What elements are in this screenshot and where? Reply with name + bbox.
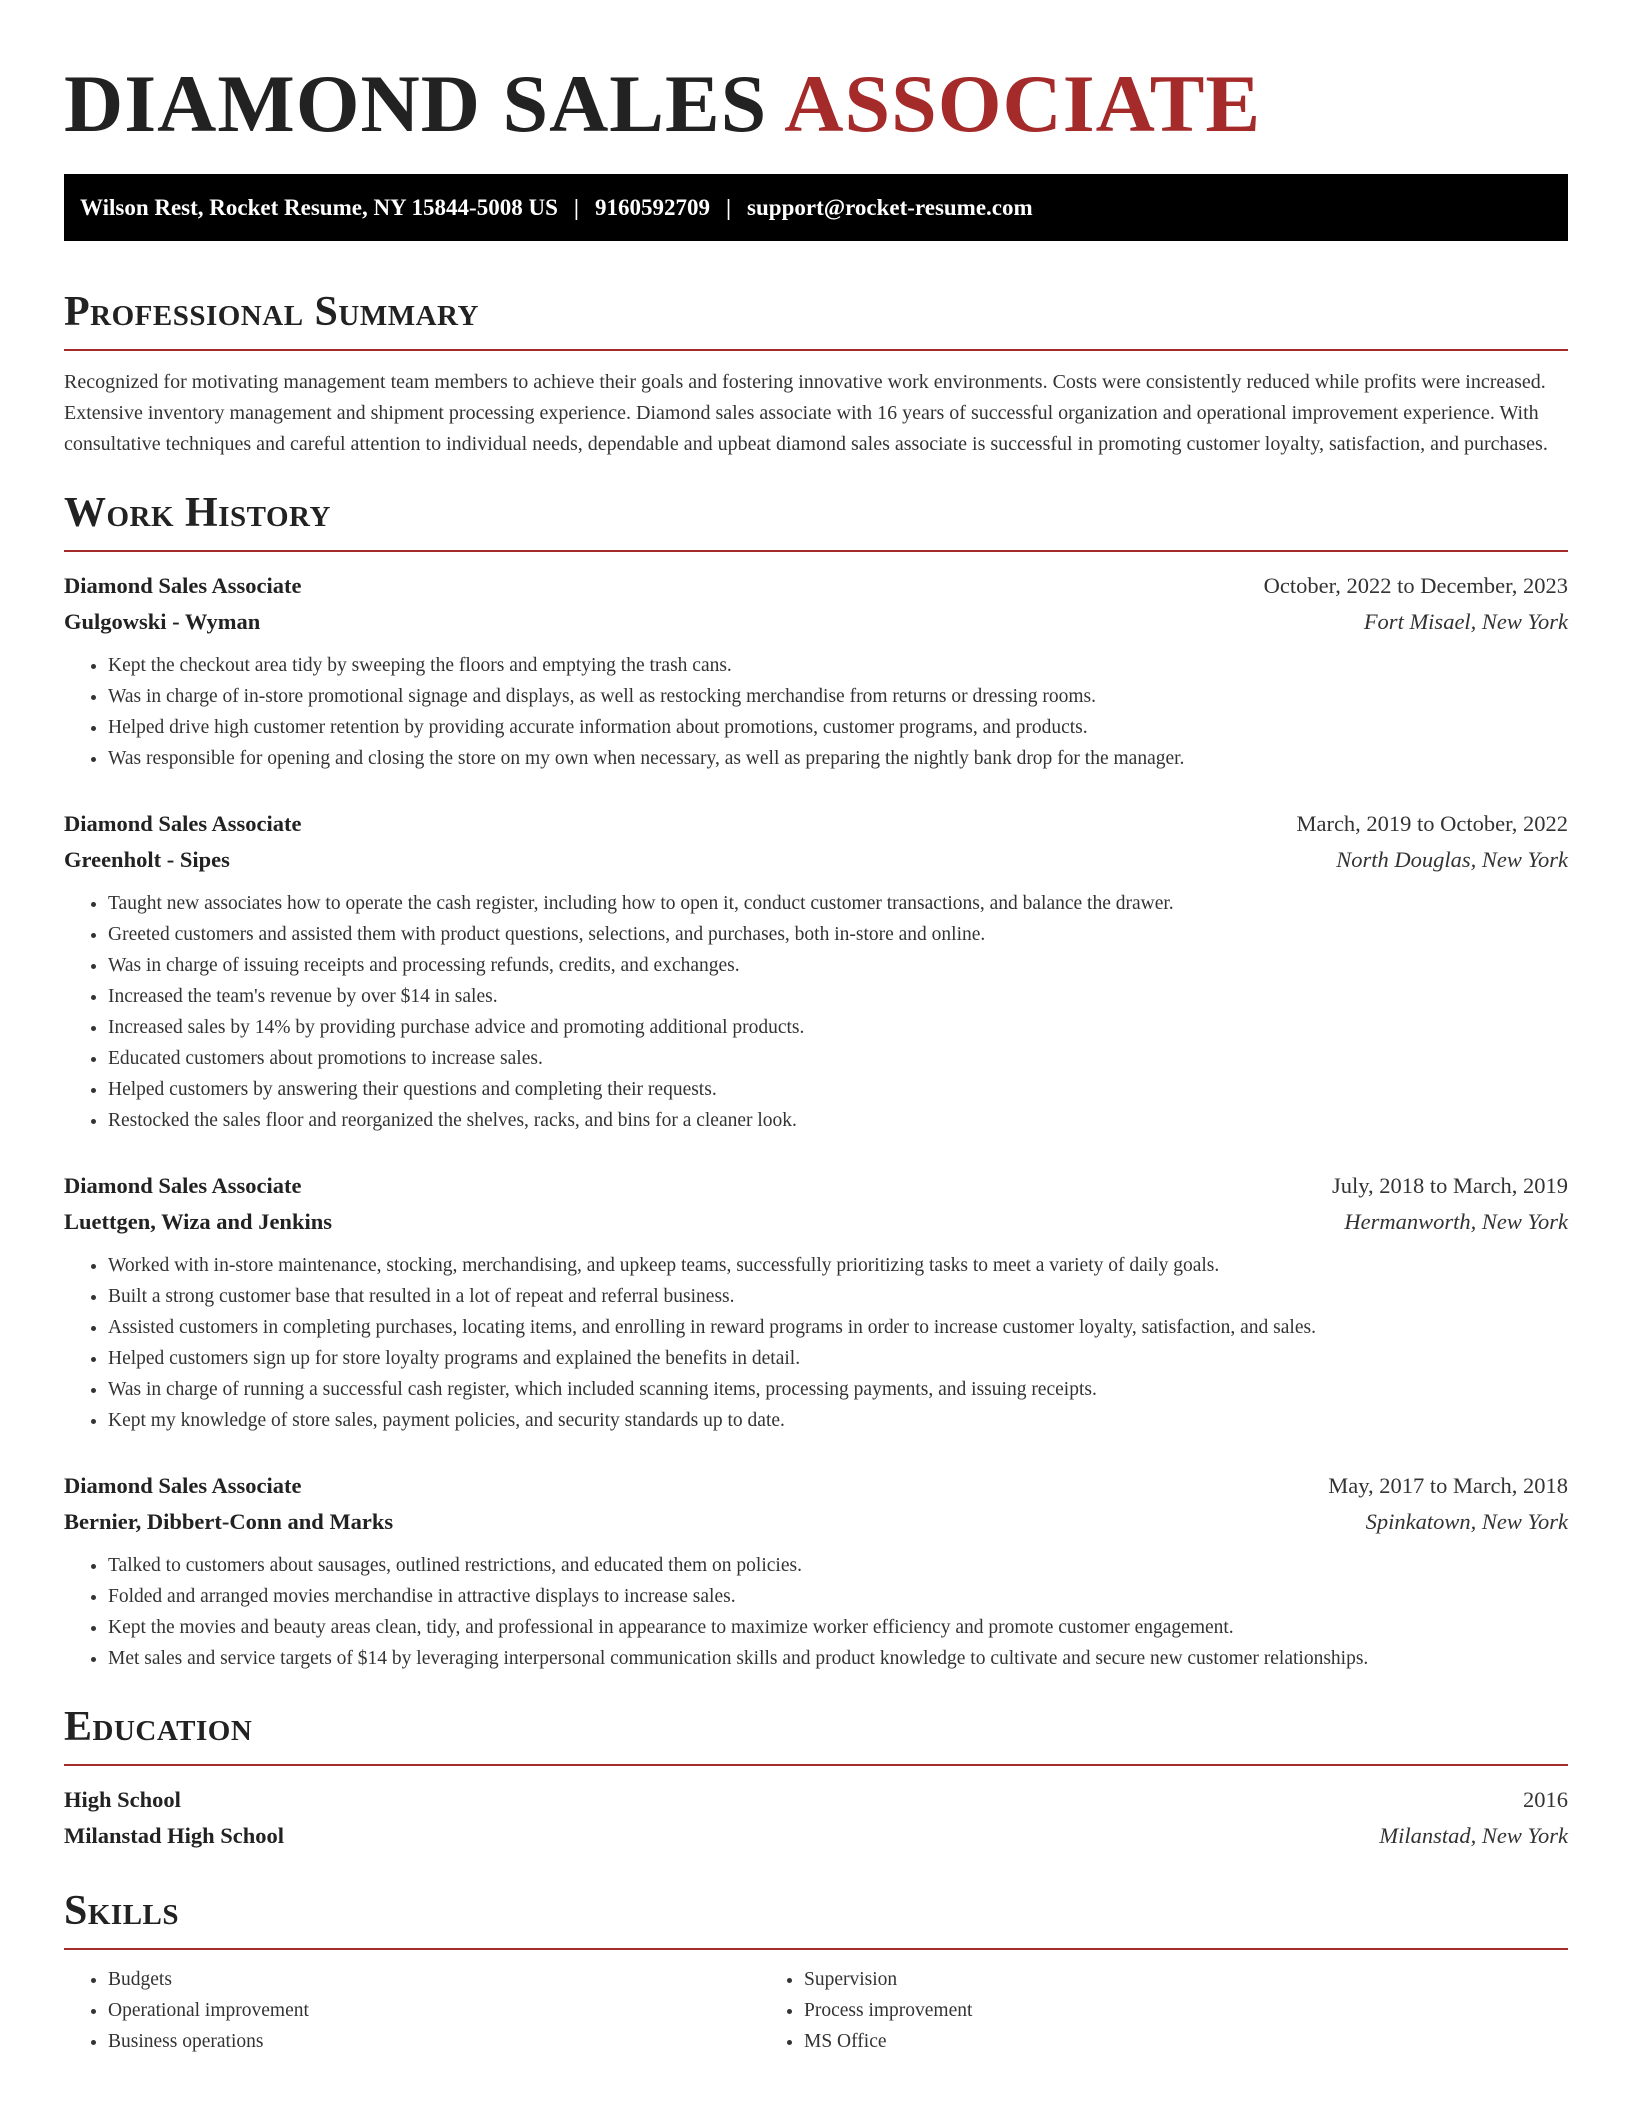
contact-separator: | [725,194,732,220]
education-heading: Education [64,1704,253,1750]
job-bullet: • Was in charge of in-store promotional signage and displays, as well as restocking merchandise from returns or dressing rooms. [108,681,1568,712]
job-company: Gulgowski - Wyman [64,609,261,634]
job-dates: May, 2017 to March, 2018 [1328,1473,1568,1498]
job-location: Fort Misael, New York [1363,609,1568,634]
summary-section [64,285,1568,460]
name-main: DIAMOND SALES [64,58,768,149]
skill-item: • Operational improvement [108,1995,760,2026]
section-divider [64,550,1568,552]
job-bullet-list [64,1250,1568,1436]
job-title: Diamond Sales Associate [64,811,302,836]
contact-address: Wilson Rest, Rocket Resume, NY 15844-5008 US [80,194,558,220]
summary-heading: Professional Summary [64,289,479,335]
job-title: Diamond Sales Associate [64,573,302,598]
job-bullet: • Increased the team's revenue by over $14 in sales. [108,981,1568,1012]
job-bullet: • Talked to customers about sausages, outlined restrictions, and educated them on policies. [108,1550,1568,1581]
contact-phone: 9160592709 [594,194,710,220]
contact-bar [64,174,1568,241]
job-dates: March, 2019 to October, 2022 [1296,811,1568,836]
resume-name [64,56,1568,152]
skills-column-right [760,1964,1456,2057]
job-bullet: • Helped drive high customer retention by providing accurate information about promotions, customer programs, and products. [108,712,1568,743]
education-section [64,1700,1568,1854]
job-bullet: • Educated customers about promotions to increase sales. [108,1043,1568,1074]
job-location: Hermanworth, New York [1344,1209,1568,1234]
summary-text: Recognized for motivating management team members to achieve their goals and fostering innovative work environments. Costs were consistently reduced while profits were increased. Extensive inventory management and shipment processing experience. Diamond sales associate with 16 years of successful organization and operational improvement experience. With consultative techniques and careful attention to individual needs, dependable and upbeat diamond sales associate is successful in promoting customer loyalty, satisfaction, and purchases. [64,371,1548,455]
job-bullet: • Worked with in-store maintenance, stocking, merchandising, and upkeep teams, successfully prioritizing tasks to meet a variety of daily goals. [108,1250,1568,1281]
job-bullet: • Folded and arranged movies merchandise in attractive displays to increase sales. [108,1581,1568,1612]
job-bullet: • Met sales and service targets of $14 by leveraging interpersonal communication skills and product knowledge to cultivate and secure new customer relationships. [108,1643,1568,1674]
job-location: North Douglas, New York [1336,847,1568,872]
education-degree: High School [64,1787,181,1812]
skill-item: • Supervision [804,1964,1456,1995]
job-company: Luettgen, Wiza and Jenkins [64,1209,332,1234]
job-bullet: • Helped customers sign up for store loyalty programs and explained the benefits in detail. [108,1343,1568,1374]
job-company: Bernier, Dibbert-Conn and Marks [64,1509,394,1534]
job-title: Diamond Sales Associate [64,1473,302,1498]
education-school: Milanstad High School [64,1823,285,1848]
work-history-section [64,486,1568,1674]
education-entry [64,1782,1568,1854]
skill-item: • Business operations [108,2026,760,2057]
job-entry [64,1168,1568,1436]
skill-item: • Budgets [108,1964,760,1995]
job-entry [64,806,1568,1136]
section-divider [64,1948,1568,1950]
job-title: Diamond Sales Associate [64,1173,302,1198]
skill-item: • MS Office [804,2026,1456,2057]
section-divider [64,349,1568,351]
job-bullet: • Increased sales by 14% by providing purchase advice and promoting additional products. [108,1012,1568,1043]
job-company: Greenholt - Sipes [64,847,230,872]
job-bullet-list [64,650,1568,774]
job-bullet-list [64,1550,1568,1674]
job-bullet: • Kept the checkout area tidy by sweeping the floors and emptying the trash cans. [108,650,1568,681]
job-list [64,568,1568,1674]
skills-heading: Skills [64,1888,180,1934]
skills-column-left [64,1964,760,2057]
job-bullet: • Helped customers by answering their questions and completing their requests. [108,1074,1568,1105]
work-history-heading: Work History [64,490,331,536]
skill-item: • Process improvement [804,1995,1456,2026]
education-year: 2016 [1523,1787,1568,1812]
skills-grid [64,1964,1568,2057]
education-location: Milanstad, New York [1379,1823,1568,1848]
job-bullet: • Was responsible for opening and closing the store on my own when necessary, as well as preparing the nightly bank drop for the manager. [108,743,1568,774]
name-accent: ASSOCIATE [784,58,1262,149]
job-entry [64,1468,1568,1674]
job-location: Spinkatown, New York [1365,1509,1568,1534]
job-dates: July, 2018 to March, 2019 [1331,1173,1568,1198]
job-bullet: • Taught new associates how to operate the cash register, including how to open it, conduct customer transactions, and balance the drawer. [108,888,1568,919]
skills-section [64,1884,1568,2057]
job-bullet: • Built a strong customer base that resulted in a lot of repeat and referral business. [108,1281,1568,1312]
job-bullet: • Assisted customers in completing purchases, locating items, and enrolling in reward programs in order to increase customer loyalty, satisfaction, and sales. [108,1312,1568,1343]
job-entry [64,568,1568,774]
job-bullet: • Was in charge of issuing receipts and processing refunds, credits, and exchanges. [108,950,1568,981]
section-divider [64,1764,1568,1766]
job-bullet: • Kept the movies and beauty areas clean, tidy, and professional in appearance to maximize worker efficiency and promote customer engagement. [108,1612,1568,1643]
job-bullet: • Greeted customers and assisted them with product questions, selections, and purchases, both in-store and online. [108,919,1568,950]
contact-email: support@rocket-resume.com [747,194,1033,220]
job-bullet: • Restocked the sales floor and reorganized the shelves, racks, and bins for a cleaner look. [108,1105,1568,1136]
job-bullet-list [64,888,1568,1136]
contact-separator: | [573,194,579,220]
job-bullet: • Was in charge of running a successful cash register, which included scanning items, processing payments, and issuing receipts. [108,1374,1568,1405]
job-bullet: • Kept my knowledge of store sales, payment policies, and security standards up to date. [108,1405,1568,1436]
job-dates: October, 2022 to December, 2023 [1263,573,1568,598]
